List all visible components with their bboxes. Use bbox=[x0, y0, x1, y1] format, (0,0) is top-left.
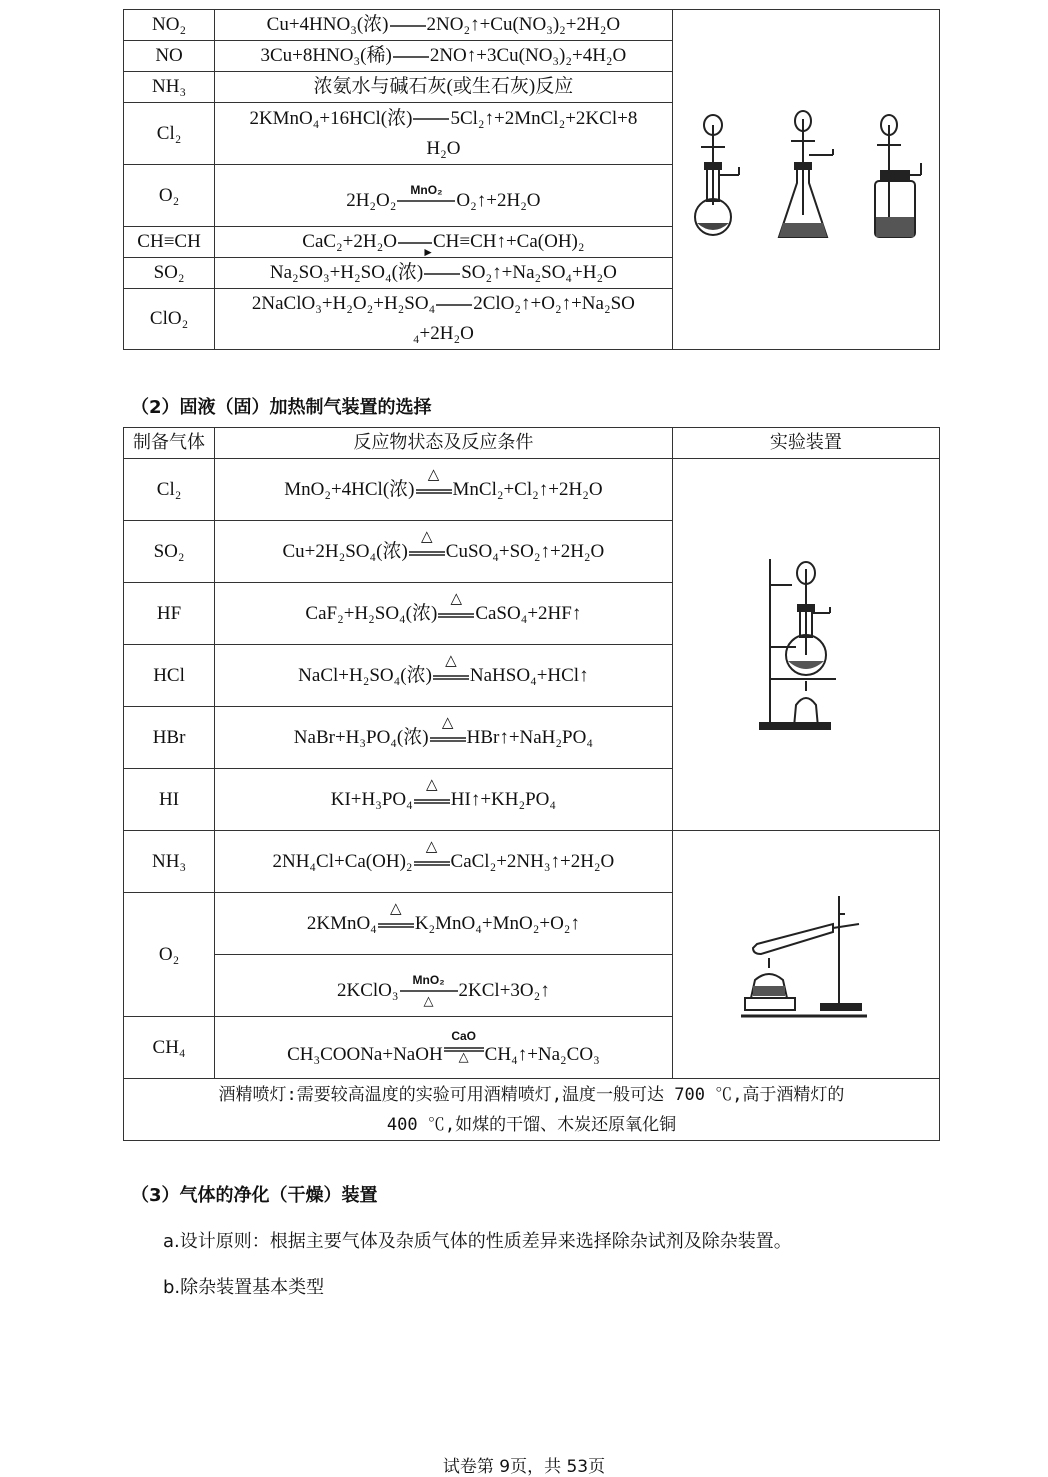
equals-sign bbox=[393, 43, 429, 71]
alcohol-lamp-note: 酒精喷灯:需要较高温度的实验可用酒精喷灯,温度一般可达 700 ℃,高于酒精灯的 400 ℃,如煤的干馏、木炭还原氧化铜 bbox=[124, 1079, 940, 1141]
header-apparatus: 实验装置 bbox=[672, 428, 939, 459]
equation-cell: Cu+2H₂SO₄(浓) △ CuSO₄+SO₂↑+2H₂O bbox=[215, 521, 673, 583]
equation-cell: 2H₂O₂ MnO₂ O₂↑+2H₂O bbox=[215, 165, 673, 227]
heat-arrow: △ bbox=[438, 600, 474, 628]
gas-cell: NH₃ bbox=[124, 72, 215, 103]
heat-arrow: △ bbox=[430, 724, 466, 752]
equation-cell: Cu+4HNO₃(浓) 2NO₂↑+Cu(NO₃)₂+2H₂O bbox=[215, 10, 673, 41]
gas-cell: HBr bbox=[124, 707, 215, 769]
heat-arrow: △ bbox=[416, 476, 452, 504]
heat-arrow: △ bbox=[414, 786, 450, 814]
gas-cell: HI bbox=[124, 769, 215, 831]
right-arrow-icon: ► bbox=[398, 229, 432, 257]
equals-sign bbox=[413, 105, 449, 133]
equation-cell: KI+H₃PO₄ △ HI↑+KH₂PO₄ bbox=[215, 769, 673, 831]
equals-sign bbox=[390, 12, 426, 40]
basic-types-text: b.除杂装置基本类型 bbox=[163, 1277, 325, 1298]
gas-cell: O₂ bbox=[124, 165, 215, 227]
page-footer: 试卷第 9页，共 53页 bbox=[442, 1457, 606, 1477]
apparatus-cell-2 bbox=[672, 459, 939, 831]
equation-cell: 2KClO₃ MnO₂ △ 2KCl+3O₂↑ bbox=[215, 955, 673, 1017]
equation-cell: Na₂SO₃+H₂SO₄(浓) SO₂↑+Na₂SO₄+H₂O bbox=[215, 258, 673, 289]
equation-cell: CH₃COONa+NaOH CaO △ CH₄↑+Na₂CO₃ bbox=[215, 1017, 673, 1079]
equation-cell: CaC₂+2H₂O ► CH≡CH↑+Ca(OH)₂ bbox=[215, 227, 673, 258]
gas-cell: CH≡CH bbox=[124, 227, 215, 258]
heat-arrow: △ bbox=[409, 538, 445, 566]
equation-cell: CaF₂+H₂SO₄(浓) △ CaSO₄+2HF↑ bbox=[215, 583, 673, 645]
gas-cell: Cl₂ bbox=[124, 103, 215, 165]
test-tube-heating-apparatus-image bbox=[741, 890, 871, 1020]
gas-cell: NO bbox=[124, 41, 215, 72]
equation-cell: MnO₂+4HCl(浓) △ MnCl₂+Cl₂↑+2H₂O bbox=[215, 459, 673, 521]
catalyst-arrow: MnO₂ bbox=[397, 187, 455, 215]
gas-table-2 bbox=[123, 427, 940, 1141]
apparatus-cell-1 bbox=[672, 10, 939, 350]
gas-cell: HF bbox=[124, 583, 215, 645]
equals-sign bbox=[424, 260, 460, 288]
gas-cell: ClO₂ bbox=[124, 289, 215, 350]
equation-cell: 2NH₄Cl+Ca(OH)₂ △ CaCl₂+2NH₃↑+2H₂O bbox=[215, 831, 673, 893]
heat-arrow: △ bbox=[433, 662, 469, 690]
equation-cell: 2KMnO₄ △ K₂MnO₄+MnO₂+O₂↑ bbox=[215, 893, 673, 955]
gas-cell: SO₂ bbox=[124, 258, 215, 289]
equals-sign bbox=[436, 291, 472, 319]
catalyst-heat-arrow: MnO₂ △ bbox=[400, 977, 458, 1005]
section-2-title: （2）固液（固）加热制气装置的选择 bbox=[131, 397, 432, 418]
heated-flask-apparatus-image bbox=[756, 555, 856, 735]
header-conditions: 反应物状态及反应条件 bbox=[215, 428, 673, 459]
gas-table-1 bbox=[123, 9, 940, 350]
header-gas: 制备气体 bbox=[124, 428, 215, 459]
gas-cell: O₂ bbox=[124, 893, 215, 1017]
equation-cell: NaCl+H₂SO₄(浓) △ NaHSO₄+HCl↑ bbox=[215, 645, 673, 707]
gas-cell: HCl bbox=[124, 645, 215, 707]
heat-arrow: △ bbox=[414, 848, 450, 876]
gas-cell: SO₂ bbox=[124, 521, 215, 583]
equation-cell: 2NaClO₃+H₂O₂+H₂SO₄ 2ClO₂↑+O₂↑+Na₂SO ₄+2H₂O bbox=[215, 289, 673, 350]
design-principle-text: a.设计原则：根据主要气体及杂质气体的性质差异来选择除杂试剂及除杂装置。 bbox=[163, 1231, 792, 1252]
gas-cell: NO₂ bbox=[124, 10, 215, 41]
gas-cell: Cl₂ bbox=[124, 459, 215, 521]
heat-arrow: △ bbox=[378, 910, 414, 938]
catalyst-heat-arrow: CaO △ bbox=[444, 1041, 484, 1069]
gas-cell: NH₃ bbox=[124, 831, 215, 893]
section-3-title: （3）气体的净化（干燥）装置 bbox=[131, 1185, 378, 1206]
equation-cell: 2KMnO₄+16HCl(浓) 5Cl₂↑+2MnCl₂+2KCl+8 H₂O bbox=[215, 103, 673, 165]
condition-cell: 浓氨水与碱石灰(或生石灰)反应 bbox=[215, 72, 673, 103]
equation-cell: NaBr+H₃PO₄(浓) △ HBr↑+NaH₂PO₄ bbox=[215, 707, 673, 769]
apparatus-cell-3 bbox=[672, 831, 939, 1079]
gas-cell: CH₄ bbox=[124, 1017, 215, 1079]
solid-liquid-apparatus-image bbox=[677, 105, 935, 255]
equation-cell: 3Cu+8HNO₃(稀) 2NO↑+3Cu(NO₃)₂+4H₂O bbox=[215, 41, 673, 72]
